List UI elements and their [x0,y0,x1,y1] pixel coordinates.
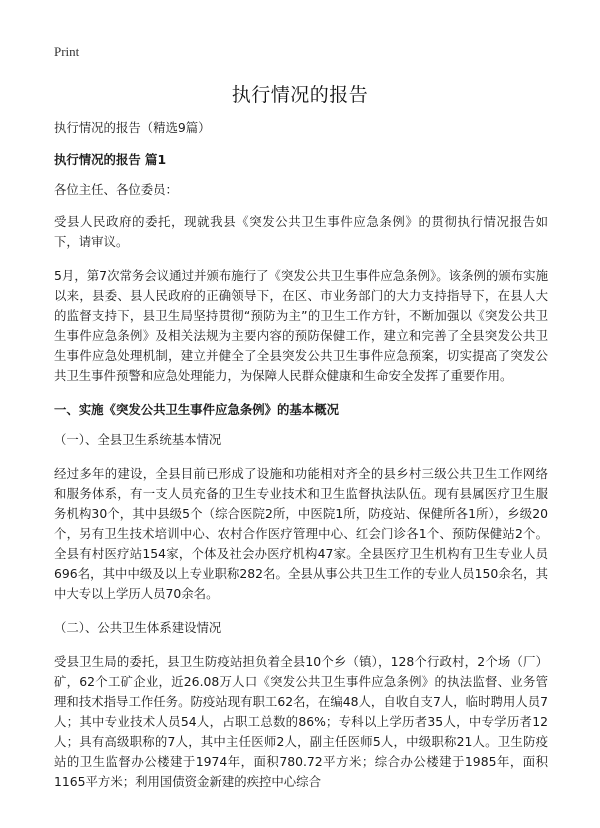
section-heading-1: 一、实施《突发公共卫生事件应急条例》的基本概况 [54,402,339,417]
document-title: 执行情况的报告 [231,84,369,106]
paragraph-public-health: 受县卫生局的委托，县卫生防疫站担负着全县10个乡（镇），128个行政村，2个场（厂）矿，62个工矿企业，近26.08万人口《突发公共卫生事件应急条例》的执法监督、业务管理和技术指导工作任务。防疫站现有职工62名，在编48人，自收自支7人，临时聘用人员7人；其中专业技术人员54人，占职工总数的86%；专科以上学历者35人，中专学历者12人；具有高级职称的7人，其中主任医师2人，副主任医师5人，中级职称21人。卫生防疫站的卫生监督办公楼建于1974年，面积780.72平方米；综合办公楼建于1985年，面积1165平方米；利用国债资金新建的疾控中心综合 [54,654,548,789]
paragraph-intro: 受县人民政府的委托，现就我县《突发公共卫生事件应急条例》的贯彻执行情况报告如下，请审议。 [54,214,548,249]
greeting-line: 各位主任、各位委员： [54,182,178,197]
article-heading: 执行情况的报告 篇1 [54,152,167,167]
print-link[interactable]: Print [54,44,80,59]
document-subtitle: 执行情况的报告（精选9篇） [54,120,211,135]
document-body [54,118,548,806]
subsection-heading-2: （二）、公共卫生体系建设情况 [54,620,222,635]
paragraph-health-system: 经过多年的建设，全县目前已形成了设施和功能相对齐全的县乡村三级公共卫生工作网络和服务体系，有一支人员充备的卫生专业技术和卫生监督执法队伍。现有县属医疗卫生服务机构30个，其中县级5个（综合医院2所，中医院1所，防疫站、保健所各1所），乡级20个，另有卫生技术培训中心、农村合作医疗管理中心、红会门诊各1个、预防保健站2个。全县有村医疗站154家，个体及社会办医疗机构47家。全县医疗卫生机构有卫生专业人员696名，其中中级及以上专业职称282名。全县从事公共卫生工作的专业人员150余名，其中大专以上学历人员70余名。 [54,466,548,601]
subsection-heading-1: （一）、全县卫生系统基本情况 [54,432,222,447]
paragraph-background: 5月，第7次常务会议通过并颁布施行了《突发公共卫生事件应急条例》。该条例的颁布实施以来，县委、县人民政府的正确领导下，在区、市业务部门的大力支持指导下，在县人大的监督支持下，县卫生局坚持贯彻“预防为主”的卫生工作方针，不断加强以《突发公共卫生事件应急条例》及相关法规为主要内容的预防保健工作，建立和完善了全县突发公共卫生事件应急处理机制，建立并健全了全县突发公共卫生事件应急预案，切实提高了突发公共卫生事件预警和应急处理能力，为保障人民群众健康和生命安全发挥了重要作用。 [54,268,548,383]
